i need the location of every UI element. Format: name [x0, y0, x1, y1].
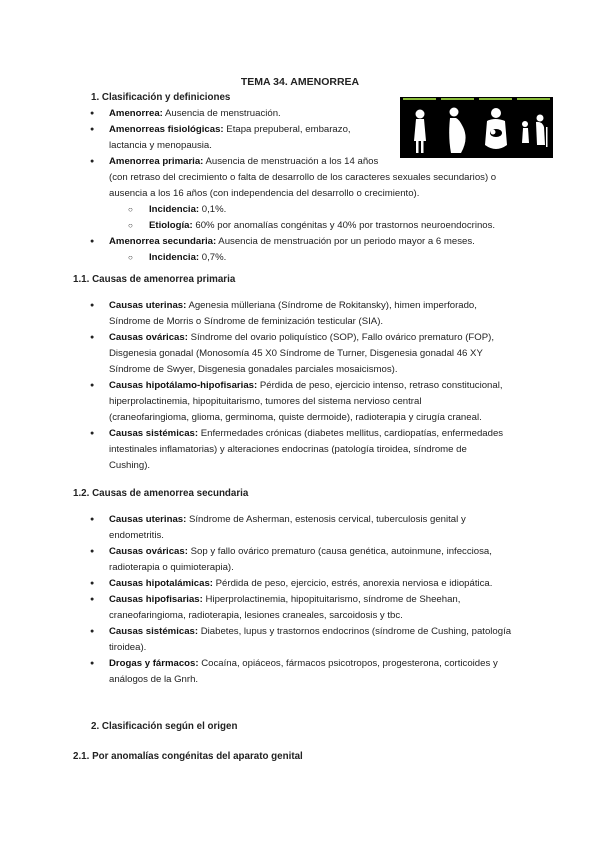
list-item-line: [109, 608, 511, 624]
list-item-line: [109, 186, 496, 202]
life-stages-figure: [400, 97, 553, 158]
list-item-term: Etiología:: [149, 220, 193, 231]
list-item-line: [109, 592, 511, 608]
list-item: [90, 624, 511, 656]
list-item-term: Causas sistémicas:: [109, 428, 199, 439]
list-item-line: [109, 330, 503, 346]
list-item-text: Pérdida de peso, ejercicio intenso, retraso constitucional,: [257, 380, 503, 391]
list-item: [90, 234, 496, 250]
list-item-text: 0,1%.: [199, 204, 227, 215]
list-item-term: Drogas y fármacos:: [109, 658, 199, 669]
list-item-term: Amenorrea primaria:: [109, 156, 204, 167]
list-item-term: Amenorreas fisiológicas:: [109, 124, 224, 135]
list-item: [90, 154, 496, 202]
list-item-term: Amenorrea:: [109, 108, 163, 119]
list-item-term: Causas ováricas:: [109, 546, 188, 557]
figure-panel-menopause: [515, 97, 552, 158]
list-item-text: Ausencia de menstruación a los 14 años: [203, 156, 379, 167]
section-1-1-heading: 1.1. Causas de amenorrea primaria: [73, 274, 236, 285]
list-item-term: Amenorrea secundaria:: [109, 236, 217, 247]
list-item-text: Etapa prepuberal, embarazo,: [223, 124, 351, 135]
list-item-text: Síndrome de Morris o Síndrome de feminización testicular (SIA).: [109, 316, 384, 327]
list-item-line: [109, 442, 503, 458]
list-item-term: Incidencia:: [149, 252, 200, 263]
list-item-text: craneofaringioma, radioterapia, lesiones craneales, sarcoidosis y tbc.: [109, 610, 403, 621]
list-item-term: Incidencia:: [149, 204, 200, 215]
list-item: [90, 544, 511, 576]
list-item-text: Pérdida de peso, ejercicio, estrés, anorexia nerviosa e idiopática.: [212, 578, 493, 589]
list-item-term: Causas hipotalámicas:: [109, 578, 213, 589]
list-item-text: Ausencia de menstruación por un periodo mayor a 6 meses.: [216, 236, 475, 247]
list-item: [90, 426, 503, 474]
list-item-line: [149, 202, 496, 218]
girl-silhouette-icon: [401, 97, 438, 158]
figure-panel-pregnancy: [439, 97, 476, 158]
list-item-text: Disgenesia gonadal (Monosomía 45 X0 Síndrome de Turner, Disgenesia gonadal 46 XY: [109, 348, 483, 359]
list-item-text: Enfermedades crónicas (diabetes mellitus, cardiopatías, enfermedades: [198, 428, 504, 439]
list-item-line: [149, 250, 496, 266]
list-item-line: [109, 458, 503, 474]
list-item-text: Síndrome del ovario poliquístico (SOP), Fallo ovárico prematuro (FOP),: [187, 332, 494, 343]
list-item-text: (con retraso del crecimiento o falta de desarrollo de los caracteres sexuales secundarios) o: [109, 172, 497, 183]
list-item-text: 0,7%.: [199, 252, 227, 263]
list-item-line: [109, 394, 503, 410]
list-item-line: [109, 640, 511, 656]
list-item-text: 60% por anomalías congénitas y 40% por trastornos neuroendocrinos.: [192, 220, 496, 231]
list-item-text: Diabetes, lupus y trastornos endocrinos (síndrome de Cushing, patología: [198, 626, 512, 637]
list-item-text: lactancia y menopausia.: [109, 140, 212, 151]
sub-list-item: [90, 250, 496, 266]
list-item-line: [109, 170, 496, 186]
list-item-text: Síndrome de Swyer, Disgenesia gonadales parciales mosaicismos).: [109, 364, 398, 375]
list-item-text: Síndrome de Asherman, estenosis cervical, tuberculosis genital y: [186, 514, 466, 525]
list-item-text: (craneofaringioma, glioma, germinoma, quiste dermoide), radioterapia y cirugía craneal.: [109, 412, 482, 423]
pregnant-woman-icon: [439, 97, 476, 158]
figure-panel-childhood: [401, 97, 438, 158]
list-item-line: [109, 672, 511, 688]
list-item: [90, 592, 511, 624]
list-item-line: [109, 656, 511, 672]
section-1-1-list: [90, 298, 503, 474]
list-item-text: análogos de la Gnrh.: [109, 674, 199, 685]
list-item: [90, 378, 503, 426]
list-item: [90, 330, 503, 378]
list-item-line: [109, 528, 511, 544]
elderly-women-icon: [515, 97, 552, 158]
list-item-line: [149, 218, 496, 234]
sub-list-item: [90, 202, 496, 218]
list-item-line: [109, 298, 503, 314]
list-item-text: tiroidea).: [109, 642, 147, 653]
list-item: [90, 512, 511, 544]
mother-with-baby-icon: [477, 97, 514, 158]
list-item-line: [109, 234, 496, 250]
list-item-text: endometritis.: [109, 530, 164, 541]
list-item-text: ausencia a los 16 años (con independencia del desarrollo o crecimiento).: [109, 188, 420, 199]
document-title: TEMA 34. AMENORREA: [240, 76, 360, 88]
list-item: [90, 298, 503, 330]
list-item: [90, 576, 511, 592]
list-item-term: Causas ováricas:: [109, 332, 188, 343]
list-item-text: intestinales inflamatorias) y alteraciones endocrinas (patología tiroidea, síndrome de: [109, 444, 467, 455]
list-item-term: Causas uterinas:: [109, 514, 187, 525]
list-item-text: Sop y fallo ovárico prematuro (causa genética, autoinmune, infecciosa,: [187, 546, 492, 557]
list-item-line: [109, 426, 503, 442]
list-item-term: Causas hipofisarias:: [109, 594, 203, 605]
list-item-term: Causas uterinas:: [109, 300, 187, 311]
list-item-term: Causas hipotálamo-hipofisarias:: [109, 380, 258, 391]
figure-panel-lactation: [477, 97, 514, 158]
section-1-heading: 1. Clasificación y definiciones: [91, 92, 231, 103]
list-item-text: Cocaína, opiáceos, fármacos psicotropos, progesterona, corticoides y: [198, 658, 498, 669]
list-item-line: [109, 378, 503, 394]
list-item-text: hiperprolactinemia, hipopituitarismo, tumores del sistema nervioso central: [109, 396, 422, 407]
section-1-2-heading: 1.2. Causas de amenorrea secundaria: [73, 488, 249, 499]
section-2-1-heading: 2.1. Por anomalías congénitas del aparato genital: [73, 751, 303, 762]
section-1-2-list: [90, 512, 511, 688]
list-item-term: Causas sistémicas:: [109, 626, 199, 637]
list-item-text: Hiperprolactinemia, hipopituitarismo, síndrome de Sheehan,: [202, 594, 461, 605]
list-item-line: [109, 560, 511, 576]
list-item-text: Agenesia mülleriana (Síndrome de Rokitansky), himen imperforado,: [186, 300, 477, 311]
list-item-line: [109, 346, 503, 362]
list-item-line: [109, 362, 503, 378]
list-item-text: Ausencia de menstruación.: [162, 108, 281, 119]
section-2-heading: 2. Clasificación según el origen: [91, 721, 238, 732]
list-item: [90, 656, 511, 688]
list-item-text: Cushing).: [109, 460, 151, 471]
list-item-line: [109, 314, 503, 330]
list-item-line: [109, 410, 503, 426]
list-item-line: [109, 576, 511, 592]
list-item-line: [109, 512, 511, 528]
list-item-line: [109, 544, 511, 560]
list-item-text: radioterapia o quimioterapia).: [109, 562, 234, 573]
sub-list-item: [90, 218, 496, 234]
list-item-line: [109, 624, 511, 640]
